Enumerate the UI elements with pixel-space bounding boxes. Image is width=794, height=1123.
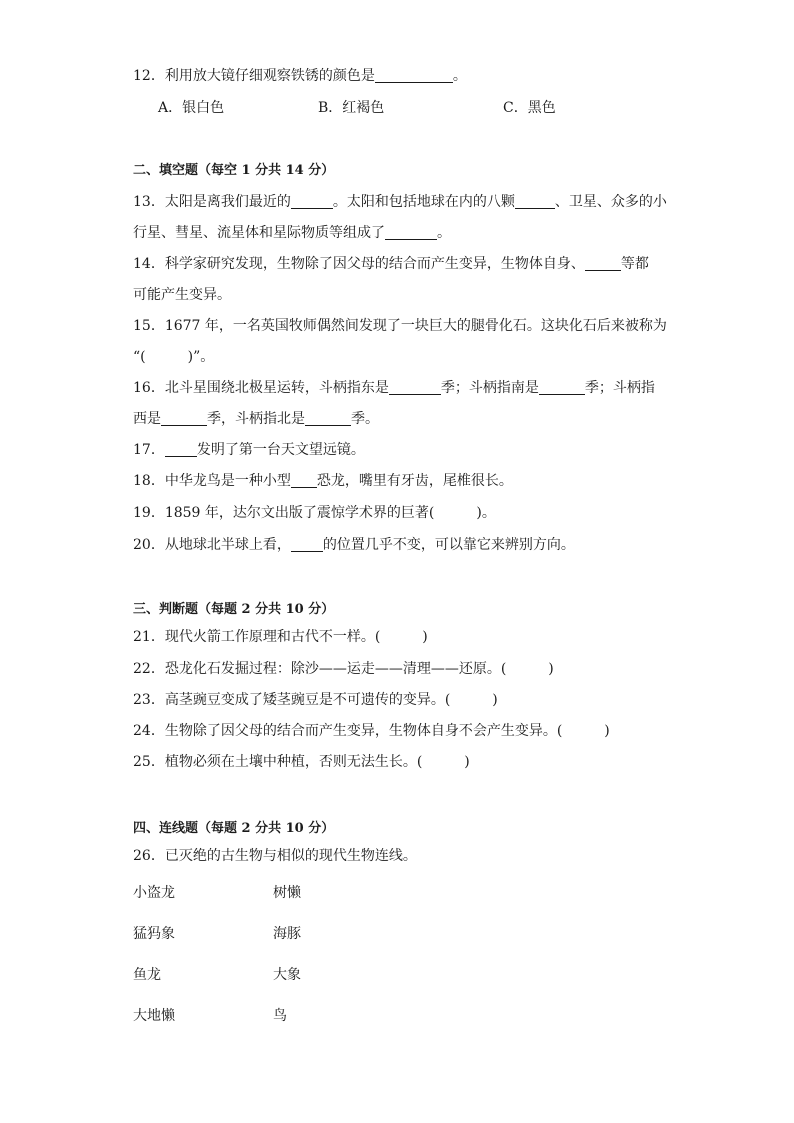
question-26: 26．已灭绝的古生物与相似的现代生物连线。: [133, 848, 417, 864]
extinct-creature-item[interactable]: 大地懒: [133, 1008, 175, 1024]
question-15-line-2: “( )”。: [133, 349, 215, 365]
answer-blank[interactable]: [389, 379, 441, 395]
option-a[interactable]: A．银白色: [158, 100, 225, 116]
question-16-text: 季；斗柄指: [584, 380, 655, 396]
question-16-line-2: [133, 409, 379, 429]
question-16-text: 季。: [351, 411, 379, 427]
question-18: [133, 471, 513, 491]
question-13-text: 。: [437, 225, 451, 241]
question-24: 24．生物除了因父母的结合而产生变异，生物体自身不会产生变异。( ): [133, 723, 610, 739]
modern-creature-item[interactable]: 大象: [273, 967, 301, 983]
answer-blank[interactable]: [515, 193, 555, 209]
question-14-line-1: [133, 254, 649, 274]
answer-blank[interactable]: [161, 410, 207, 426]
answer-blank[interactable]: [165, 441, 197, 457]
answer-blank[interactable]: [539, 379, 585, 395]
answer-blank[interactable]: [291, 536, 323, 552]
question-23: 23．高茎豌豆变成了矮茎豌豆是不可遗传的变异。( ): [133, 692, 498, 708]
answer-blank[interactable]: [585, 255, 621, 271]
extinct-creature-item[interactable]: 小盗龙: [133, 885, 175, 901]
extinct-creature-item[interactable]: 猛犸象: [133, 926, 175, 942]
question-17: [133, 440, 365, 460]
modern-creature-item[interactable]: 海豚: [273, 926, 301, 942]
question-16-text: 季，斗柄指北是: [207, 411, 305, 427]
question-15-line-1: 15．1677 年，一名英国牧师偶然间发现了一块巨大的腿骨化石。这块化石后来被称为: [133, 318, 667, 334]
answer-blank[interactable]: [375, 67, 453, 83]
question-14-text: 等都: [620, 256, 649, 272]
question-12-stem: 12．利用放大镜仔细观察铁锈的颜色是: [133, 68, 375, 84]
question-16-text: 季；斗柄指南是: [440, 380, 539, 396]
question-13-line-1: [133, 192, 667, 212]
question-22: 22．恐龙化石发掘过程：除沙——运走——清理——还原。( ): [133, 661, 554, 677]
question-16-line-1: [133, 378, 655, 398]
question-18-text: 18．中华龙鸟是一种小型: [133, 473, 291, 489]
answer-blank[interactable]: [291, 472, 317, 488]
question-21: 21．现代火箭工作原理和古代不一样。( ): [133, 629, 428, 645]
question-12-period: 。: [452, 68, 467, 84]
modern-creature-item[interactable]: 鸟: [273, 1008, 287, 1024]
question-14-text: 14．科学家研究发现，生物除了因父母的结合而产生变异，生物体自身、: [133, 256, 585, 272]
modern-creature-item[interactable]: 树懒: [273, 885, 301, 901]
question-13-line-2: [133, 223, 451, 243]
question-16-text: 西是: [133, 411, 161, 427]
question-13-text: 13．太阳是离我们最近的: [133, 194, 291, 210]
question-17-text: 发明了第一台天文望远镜。: [196, 442, 365, 458]
answer-blank[interactable]: [291, 193, 333, 209]
question-18-text: 恐龙，嘴里有牙齿，尾椎很长。: [316, 473, 513, 489]
section-heading-matching: 四、连线题（每题 2 分共 10 分）: [133, 821, 335, 836]
question-13-text: 行星、彗星、流星体和星际物质等组成了: [133, 225, 385, 241]
answer-blank[interactable]: [305, 410, 351, 426]
question-13-text: 。太阳和包括地球在内的八颗: [332, 194, 515, 210]
question-20: [133, 535, 575, 555]
section-heading-fill-blank: 二、填空题（每空 1 分共 14 分）: [133, 163, 335, 178]
question-20-text: 的位置几乎不变，可以靠它来辨别方向。: [322, 537, 575, 553]
option-b[interactable]: B．红褐色: [318, 100, 385, 116]
question-14-line-2: 可能产生变异。: [133, 287, 231, 303]
question-17-number: 17．: [133, 442, 165, 458]
question-12: [133, 66, 467, 86]
option-c[interactable]: C．黑色: [503, 100, 556, 116]
question-13-text: 、卫星、众多的小: [554, 194, 667, 210]
question-16-text: 16．北斗星围绕北极星运转，斗柄指东是: [133, 380, 389, 396]
section-heading-true-false: 三、判断题（每题 2 分共 10 分）: [133, 602, 335, 617]
question-19: 19．1859 年，达尔文出版了震惊学术界的巨著( )。: [133, 505, 496, 521]
question-25: 25．植物必须在土壤中种植，否则无法生长。( ): [133, 754, 470, 770]
extinct-creature-item[interactable]: 鱼龙: [133, 967, 161, 983]
answer-blank[interactable]: [385, 224, 437, 240]
question-20-text: 20．从地球北半球上看，: [133, 537, 291, 553]
